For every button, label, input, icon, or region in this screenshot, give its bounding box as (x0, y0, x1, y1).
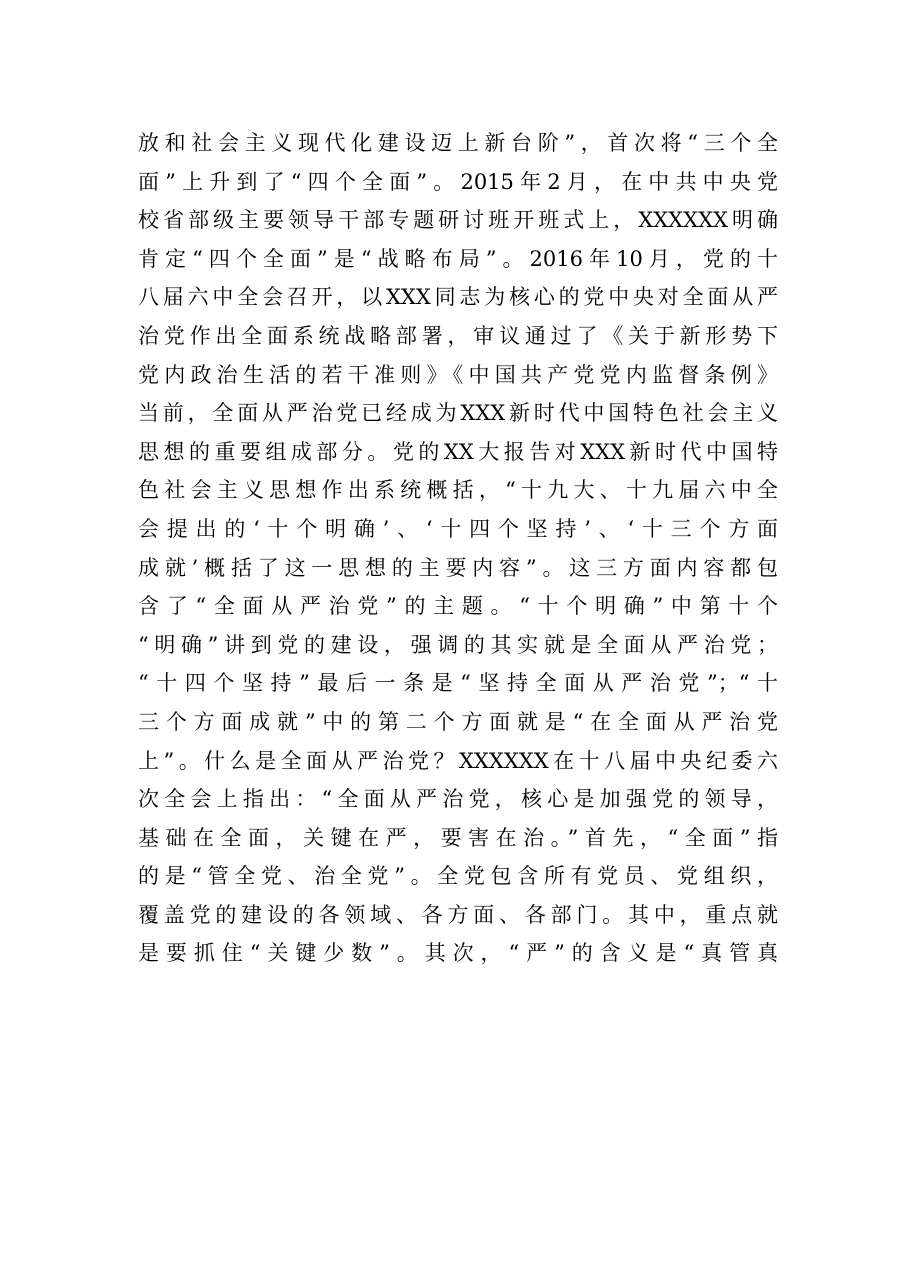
text-line: 肯定“四个全面”是“战略布局”。2016年10月，党的十 (138, 246, 778, 271)
text-line: 覆盖党的建设的各领域、各方面、各部门。其中，重点就 (138, 902, 778, 927)
text-line: 治党作出全面系统战略部署，审议通过了《关于新形势下 (138, 323, 778, 348)
text-line: 三个方面成就”中的第二个方面就是“在全面从严治党 (138, 709, 778, 734)
text-line: 含了“全面从严治党”的主题。“十个明确”中第十个 (138, 594, 778, 619)
text-line: “明确”讲到党的建设，强调的其实就是全面从严治党； (138, 632, 778, 657)
text-line: 是要抓住“关键少数”。其次，“严”的含义是“真管真 (138, 941, 778, 966)
text-line: 党内政治生活的若干准则》《中国共产党党内监督条例》 (138, 362, 778, 387)
text-line: 的是“管全党、治全党”。全党包含所有党员、党组织， (138, 864, 778, 889)
text-line: 思想的重要组成部分。党的XX大报告对XXX新时代中国特 (138, 439, 778, 464)
text-line: 色社会主义思想作出系统概括，“十九大、十九届六中全 (138, 478, 778, 503)
text-line: 会提出的‘十个明确’、‘十四个坚持’、‘十三个方面 (138, 516, 778, 541)
text-line: 上”。什么是全面从严治党？XXXXXX在十八届中央纪委六 (138, 748, 778, 773)
text-line: 成就’概括了这一思想的主要内容”。这三方面内容都包 (138, 555, 778, 580)
text-line: 当前，全面从严治党已经成为XXX新时代中国特色社会主义 (138, 401, 778, 426)
text-line: 基础在全面，关键在严，要害在治。”首先，“全面”指 (138, 825, 778, 850)
text-line: “十四个坚持”最后一条是“坚持全面从严治党”；“十 (138, 671, 778, 696)
body-text (138, 124, 778, 973)
text-line: 面”上升到了“四个全面”。2015年2月，在中共中央党 (138, 169, 778, 194)
text-line: 八届六中全会召开，以XXX同志为核心的党中央对全面从严 (138, 285, 778, 310)
text-line: 次全会上指出：“全面从严治党，核心是加强党的领导， (138, 787, 778, 812)
text-line: 校省部级主要领导干部专题研讨班开班式上，XXXXXX明确 (138, 208, 778, 233)
text-line: 放和社会主义现代化建设迈上新台阶”，首次将“三个全 (138, 131, 778, 155)
